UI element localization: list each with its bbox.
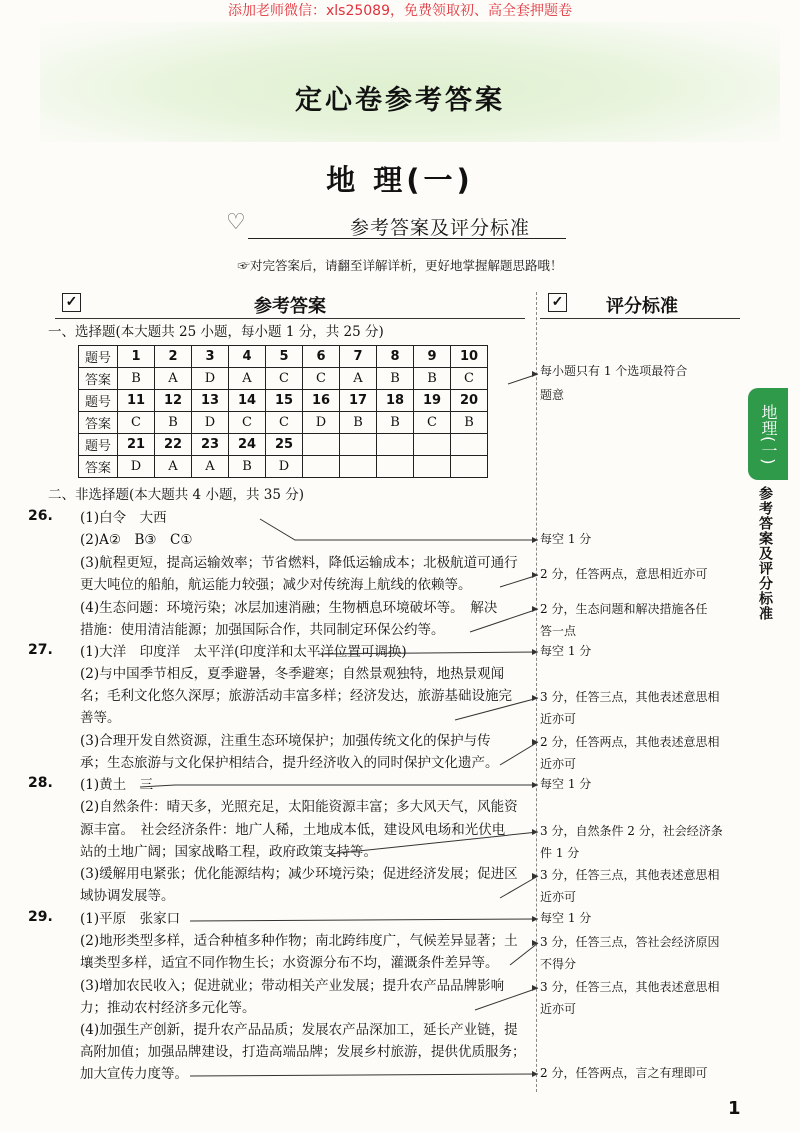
num-cell: 19: [414, 390, 451, 412]
num-label-cell: 题号: [79, 390, 118, 412]
mc-grading-1: 每小题只有 1 个选项最符合: [540, 364, 688, 378]
grading-line: 每空 1 分: [540, 644, 592, 658]
grading-line: 近亦可: [540, 1002, 577, 1016]
answer-line: 域协调发展等。: [80, 888, 175, 904]
answer-line: (3)合理开发自然资源，注重生态环境保护；加强传统文化的保护与传: [80, 733, 491, 749]
answer-cell: A: [155, 456, 192, 478]
num-cell: 25: [266, 434, 303, 456]
num-cell: 13: [192, 390, 229, 412]
ans-label-cell: 答案: [79, 412, 118, 434]
grading-line: 2 分，任答两点，其他表述意思相: [540, 735, 720, 749]
num-cell: 20: [451, 390, 488, 412]
grading-line: 每空 1 分: [540, 777, 592, 791]
answer-line: (3)增加农民收入；促进就业；带动相关产业发展；提升农产品品牌影响: [80, 978, 505, 994]
question-number: 29.: [28, 909, 53, 925]
num-cell: 5: [266, 346, 303, 368]
answer-line: (1)黄土 三: [80, 777, 154, 793]
answer-cell: B: [118, 368, 155, 390]
grading-line: 3 分，任答三点，其他表述意思相: [540, 868, 720, 882]
answer-line: 力；推动农村经济多元化等。: [80, 1000, 256, 1016]
answer-cell: D: [192, 368, 229, 390]
left-column-header: 参考答案: [254, 296, 326, 317]
grading-line: 3 分，自然条件 2 分，社会经济条: [540, 824, 723, 838]
answer-cell: B: [377, 368, 414, 390]
grading-line: 件 1 分: [540, 846, 580, 860]
answer-line: (4)加强生产创新，提升农产品品质；发展农产品深加工，延长产业链，提: [80, 1022, 518, 1038]
answer-line: (3)缓解用电紧张；优化能源结构；减少环境污染；促进经济发展；促进区: [80, 866, 518, 882]
num-cell: 11: [118, 390, 155, 412]
answer-cell: C: [414, 412, 451, 434]
grading-line: 2 分，生态问题和解决措施各任: [540, 602, 708, 616]
answer-line: 源丰富。 社会经济条件：地广人稀，土地成本低，建设风电场和光伏电: [80, 822, 506, 838]
answer-line: (1)白令 大西: [80, 510, 167, 526]
grading-line: 3 分，任答三点，答社会经济原因: [540, 935, 720, 949]
num-label-cell: 题号: [79, 346, 118, 368]
num-cell: 18: [377, 390, 414, 412]
num-cell: 12: [155, 390, 192, 412]
answer-cell: C: [266, 368, 303, 390]
answer-line: (4)生态问题：环境污染；冰层加速消融；生物栖息环境破坏等。 解决: [80, 600, 498, 616]
answer-line: 善等。: [80, 710, 121, 726]
answer-line: 壤类型多样，适宜不同作物生长；水资源分布不均，灌溉条件差异等。: [80, 955, 499, 971]
answer-line: (2)与中国季节相反，夏季避暑，冬季避寒；自然景观独特，地热景观闻: [80, 666, 505, 682]
mc-grading-2: 题意: [540, 388, 565, 402]
question-number: 28.: [28, 775, 53, 791]
reference-title: 参考答案及评分标准: [349, 217, 530, 239]
answer-line: 更大吨位的船舶，航运能力较强；减少对传统海上航线的依赖等。: [80, 577, 472, 593]
answer-cell: C: [266, 412, 303, 434]
heart-icon: ♡: [226, 210, 246, 235]
grading-line: 每空 1 分: [540, 532, 592, 546]
section2-heading: 二、非选择题(本大题共 4 小题，共 35 分): [48, 487, 304, 503]
answer-cell: D: [266, 456, 303, 478]
num-cell: 24: [229, 434, 266, 456]
answer-cell: B: [451, 412, 488, 434]
answer-line: (3)航程更短，提高运输效率；节省燃料，降低运输成本；北极航道可通行: [80, 555, 518, 571]
watermark-text: 添加老师微信：xls25089，免费领取初、高全套押题卷: [227, 3, 572, 19]
side-label: 参考答案及评分标准: [757, 486, 773, 621]
grading-line: 3 分，任答三点，其他表述意思相: [540, 980, 720, 994]
answer-line: (2)地形类型多样，适合种植多种作物；南北跨纬度广，气候差异显著；土: [80, 933, 518, 949]
answer-line: (1)大洋 印度洋 太平洋(印度洋和太平洋位置可调换): [80, 644, 407, 660]
answer-cell: B: [229, 456, 266, 478]
answer-cell: D: [192, 412, 229, 434]
grading-line: 2 分，任答两点，意思相近亦可: [540, 567, 708, 581]
answer-cell: B: [414, 368, 451, 390]
grading-line: 近亦可: [540, 757, 577, 771]
num-label-cell: 题号: [79, 434, 118, 456]
subject-title: 地 理(一): [326, 163, 474, 197]
num-cell: 8: [377, 346, 414, 368]
num-cell: 6: [303, 346, 340, 368]
answer-line: 承；生态旅游与文化保护相结合，提升经济收入的同时保护文化遗产。: [80, 755, 499, 771]
answer-line: (1)平原 张家口: [80, 911, 181, 927]
tip-text: ☞对完答案后，请翻至详解详析，更好地掌握解题思路哦！: [237, 258, 563, 273]
answer-cell: B: [340, 412, 377, 434]
num-cell: 15: [266, 390, 303, 412]
answer-cell: A: [155, 368, 192, 390]
ans-label-cell: 答案: [79, 456, 118, 478]
grading-line: 近亦可: [540, 712, 577, 726]
answer-cell: B: [155, 412, 192, 434]
answer-cell: C: [229, 412, 266, 434]
grading-line: 不得分: [540, 957, 577, 971]
answer-cell: A: [192, 456, 229, 478]
grading-line: 近亦可: [540, 890, 577, 904]
side-tab: 地理(一): [748, 388, 788, 480]
check-icon-left: ✓: [62, 293, 81, 312]
banner-title: 定心卷参考答案: [295, 85, 505, 116]
num-cell: 21: [118, 434, 155, 456]
answer-line: 措施：使用清洁能源；加强国际合作，共同制定环保公约等。: [80, 622, 445, 638]
num-cell: 7: [340, 346, 377, 368]
check-icon-right: ✓: [548, 293, 567, 312]
answer-cell: B: [377, 412, 414, 434]
answer-cell: A: [229, 368, 266, 390]
num-cell: 16: [303, 390, 340, 412]
question-number: 27.: [28, 642, 53, 658]
answer-line: 站的土地广阔；国家战略工程，政府政策支持等。: [80, 844, 377, 860]
answer-line: (2)自然条件：晴天多，光照充足，太阳能资源丰富；多大风天气，风能资: [80, 799, 518, 815]
num-cell: 14: [229, 390, 266, 412]
section1-heading: 一、选择题(本大题共 25 小题，每小题 1 分，共 25 分): [48, 324, 384, 340]
grading-line: 答一点: [540, 624, 577, 638]
num-cell: 17: [340, 390, 377, 412]
right-column-header: 评分标准: [606, 296, 678, 317]
question-number: 26.: [28, 508, 53, 524]
page-number: 1: [728, 1098, 741, 1119]
answer-cell: D: [118, 456, 155, 478]
answer-cell: C: [118, 412, 155, 434]
answer-cell: C: [451, 368, 488, 390]
num-cell: 1: [118, 346, 155, 368]
num-cell: 23: [192, 434, 229, 456]
num-cell: 2: [155, 346, 192, 368]
num-cell: 4: [229, 346, 266, 368]
grading-line: 每空 1 分: [540, 911, 592, 925]
grading-line: 3 分，任答三点，其他表述意思相: [540, 690, 720, 704]
grading-line: 2 分，任答两点，言之有理即可: [540, 1066, 708, 1080]
answer-line: 加大宣传力度等。: [80, 1066, 188, 1082]
num-cell: 3: [192, 346, 229, 368]
answer-line: 高附加值；加强品牌建设，打造高端品牌；发展乡村旅游，提供优质服务；: [80, 1044, 526, 1060]
answer-cell: A: [340, 368, 377, 390]
answer-line: 名；毛利文化悠久深厚；旅游活动丰富多样；经济发达，旅游基础设施完: [80, 688, 512, 704]
num-cell: 9: [414, 346, 451, 368]
num-cell: 10: [451, 346, 488, 368]
answer-cell: C: [303, 368, 340, 390]
answer-line: (2)A② B③ C①: [80, 532, 193, 548]
ans-label-cell: 答案: [79, 368, 118, 390]
answer-cell: D: [303, 412, 340, 434]
num-cell: 22: [155, 434, 192, 456]
